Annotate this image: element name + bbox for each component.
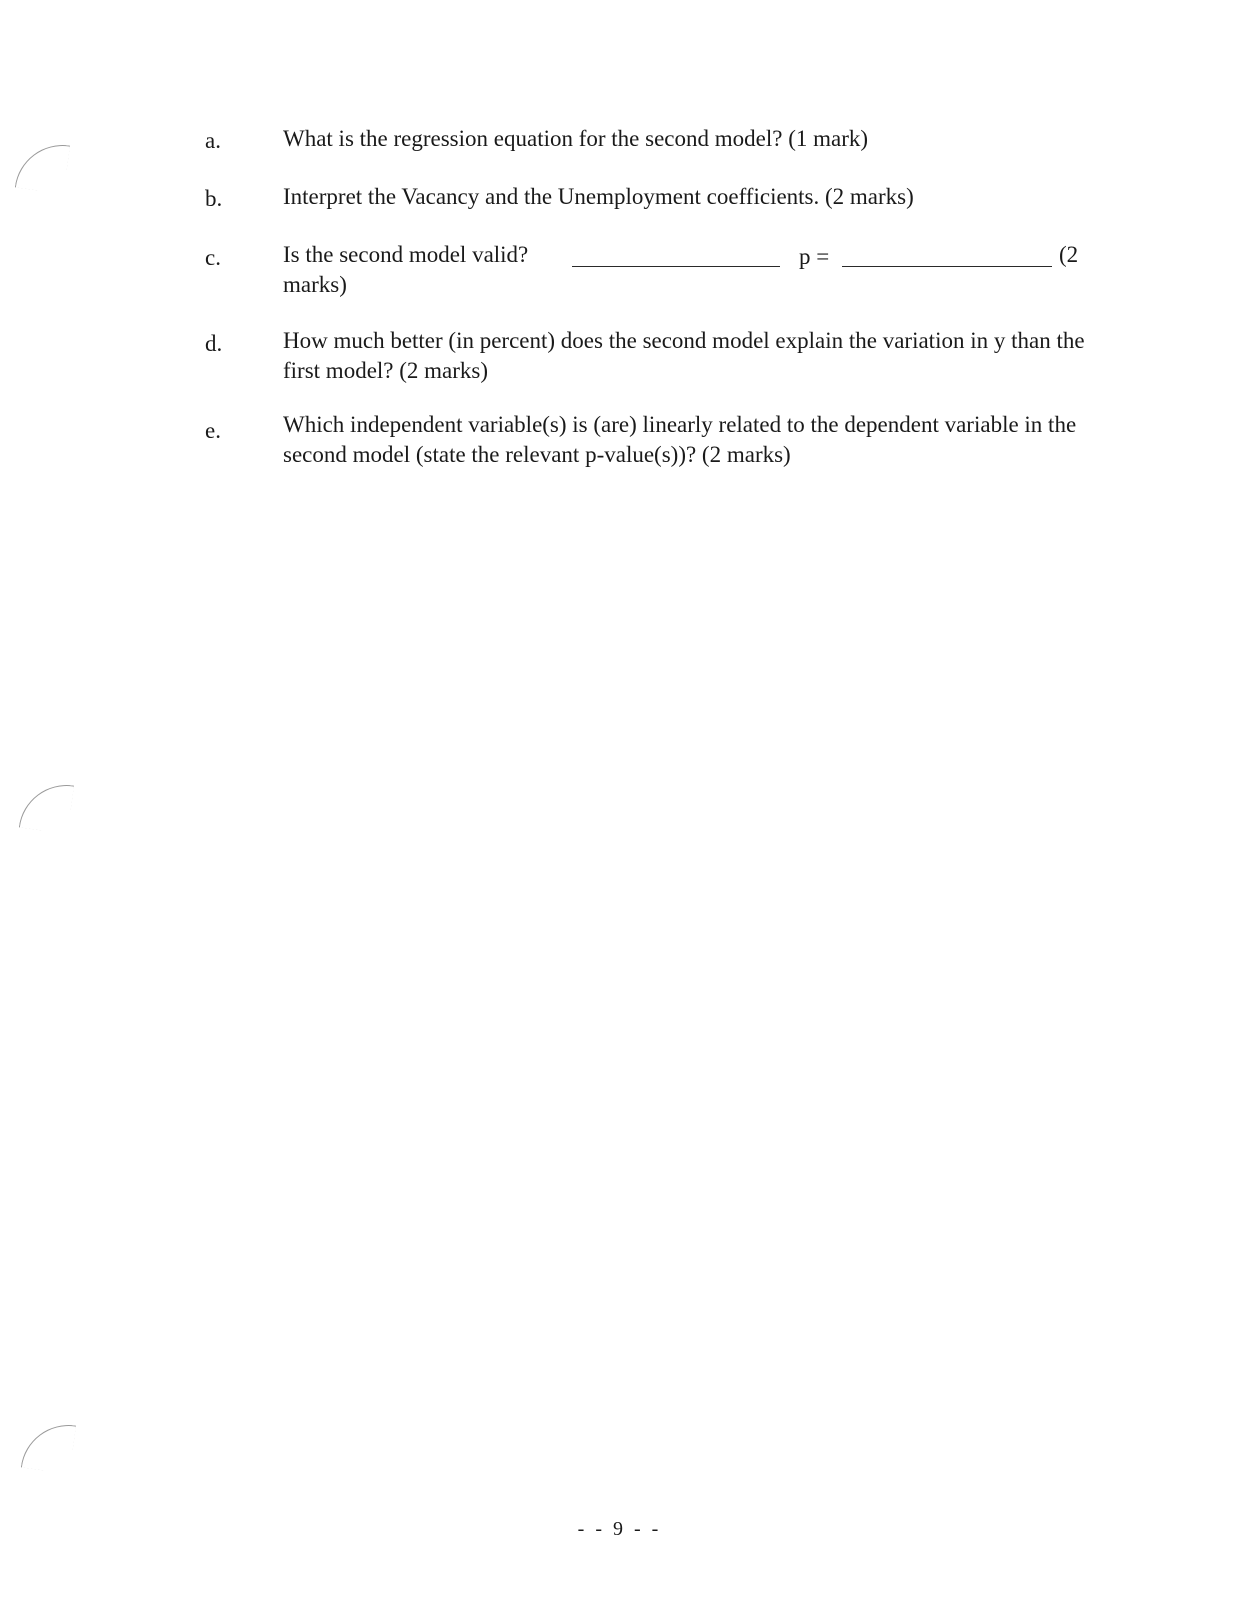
question-a-letter: a. xyxy=(205,128,221,153)
question-a-text: What is the regression equation for the second model? (1 mark) xyxy=(283,126,869,151)
question-e-text: Which independent variable(s) is (are) linearly related to the dependent variable in the second model (state the relevant p-value(s))? (2 marks) xyxy=(283,412,1077,467)
question-b-text: Interpret the Vacancy and the Unemployment coefficients. (2 marks) xyxy=(283,184,914,209)
validity-answer-line[interactable] xyxy=(572,266,780,267)
question-d-text: How much better (in percent) does the second model explain the variation in y than the first model? (2 marks) xyxy=(283,328,1085,383)
question-b-letter: b. xyxy=(205,186,223,211)
question-c-marks-close: marks) xyxy=(283,272,347,297)
p-value-answer-line[interactable] xyxy=(842,266,1052,267)
question-d-letter: d. xyxy=(205,331,223,356)
binder-hole-mark xyxy=(15,139,70,194)
p-value-label: p = xyxy=(799,244,830,269)
binder-hole-mark xyxy=(21,1419,76,1474)
page-number: - - 9 - - xyxy=(577,1518,662,1540)
question-e-letter: e. xyxy=(205,418,221,443)
binder-hole-mark xyxy=(19,779,74,834)
question-c-marks-open: (2 xyxy=(1059,242,1079,267)
question-c-text: Is the second model valid? xyxy=(283,242,529,267)
question-c-letter: c. xyxy=(205,245,221,270)
